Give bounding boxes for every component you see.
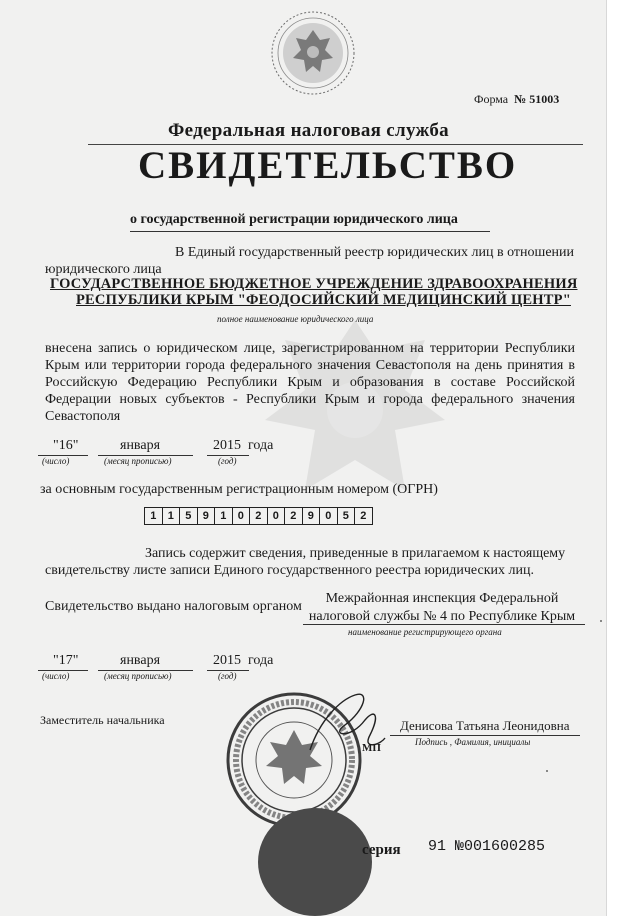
issue-month-caption: (месяц прописью) <box>104 671 172 681</box>
service-name: Федеральная налоговая служба <box>168 120 449 141</box>
issue-day: "17" <box>53 653 79 668</box>
form-number-value: № 51003 <box>514 92 560 106</box>
organization-caption: полное наименование юридического лица <box>217 314 374 324</box>
signer-caption: Подпись , Фамилия, инициалы <box>415 737 531 747</box>
registration-month: января <box>120 438 161 453</box>
record-text: внесена запись о юридическом лице, зарегистрированном на территории Республики Крым или территории города федерального значения Севастополя на день принятия в Российскую Федерацию Республики Крым и образования в составе Российской Федерации новых субъектов - Республики Крым и города федерального значения Севастополя <box>45 341 575 424</box>
registration-day-caption: (число) <box>42 456 70 466</box>
authority-line-1: Межрайонная инспекция Федеральной <box>325 591 559 606</box>
organization-name-line-2: РЕСПУБЛИКИ КРЫМ "ФЕОДОСИЙСКИЙ МЕДИЦИНСКИЙ ЦЕНТР" <box>76 292 571 308</box>
authority-rule <box>303 624 585 625</box>
registration-year-value: 2015 <box>213 438 241 453</box>
issue-year-value: 2015 <box>213 653 241 668</box>
ogrn-digit: 1 <box>145 508 163 524</box>
hologram-blot <box>258 808 372 916</box>
organization-name-line-1: ГОСУДАРСТВЕННОЕ БЮДЖЕТНОЕ УЧРЕЖДЕНИЕ ЗДРАВООХРАНЕНИЯ <box>50 276 578 292</box>
series-number: 91 №001600285 <box>428 838 546 855</box>
issue-year <box>213 653 273 669</box>
issuer-label: Свидетельство выдано налоговым органом <box>45 599 302 614</box>
ogrn-digit: 2 <box>285 508 303 524</box>
subtitle-rule <box>130 231 490 232</box>
ogrn-digit: 1 <box>163 508 181 524</box>
issue-month: января <box>120 653 161 668</box>
document-title: СВИДЕТЕЛЬСТВО <box>138 144 518 187</box>
speck <box>546 770 548 772</box>
registration-year-suffix: года <box>248 438 274 453</box>
issue-year-suffix: года <box>248 653 274 668</box>
issue-year-caption: (год) <box>218 671 237 681</box>
ogrn-digit: 1 <box>215 508 233 524</box>
ogrn-number-boxes <box>144 507 373 525</box>
ogrn-digit: 0 <box>320 508 338 524</box>
handwritten-signature-icon <box>300 680 390 770</box>
authority-caption: наименование регистрирующего органа <box>348 627 502 637</box>
emblem-icon <box>270 10 356 96</box>
signer-position: Заместитель начальника <box>40 713 165 727</box>
issuing-authority <box>297 590 587 626</box>
record-contents <box>45 545 575 579</box>
signer-rule <box>390 735 580 736</box>
ogrn-digit: 5 <box>180 508 198 524</box>
document-subtitle: о государственной регистрации юридического лица <box>130 212 458 227</box>
series-label: серия <box>362 842 401 858</box>
registration-month-caption: (месяц прописью) <box>104 456 172 466</box>
signer-name: Денисова Татьяна Леонидовна <box>400 718 570 733</box>
form-number <box>474 92 559 107</box>
page-edge <box>606 0 621 916</box>
authority-line-2: налоговой службы № 4 по Республике Крым <box>308 609 576 624</box>
ogrn-digit: 0 <box>268 508 286 524</box>
ogrn-digit: 9 <box>303 508 321 524</box>
registration-year-caption: (год) <box>218 456 237 466</box>
registration-day: "16" <box>53 438 79 453</box>
intro-line-1: В Единый государственный реестр юридических лиц в отношении <box>175 245 575 260</box>
intro-line-2: юридического лица <box>45 262 162 277</box>
stamp-place-label: МП <box>362 742 381 754</box>
form-label: Форма <box>474 92 509 106</box>
ogrn-digit: 5 <box>338 508 356 524</box>
record-contents-line-2: свидетельству листе записи Единого государственного реестра юридических лиц. <box>45 563 534 578</box>
speck <box>600 620 602 622</box>
record-contents-line-1: Запись содержит сведения, приведенные в прилагаемом к настоящему <box>145 546 566 561</box>
ogrn-digit: 9 <box>198 508 216 524</box>
issue-day-caption: (число) <box>42 671 70 681</box>
ogrn-digit: 0 <box>233 508 251 524</box>
registration-year <box>213 438 273 454</box>
ogrn-digit: 2 <box>250 508 268 524</box>
ogrn-digit: 2 <box>360 510 367 522</box>
ogrn-label: за основным государственным регистрационным номером (ОГРН) <box>40 482 438 497</box>
